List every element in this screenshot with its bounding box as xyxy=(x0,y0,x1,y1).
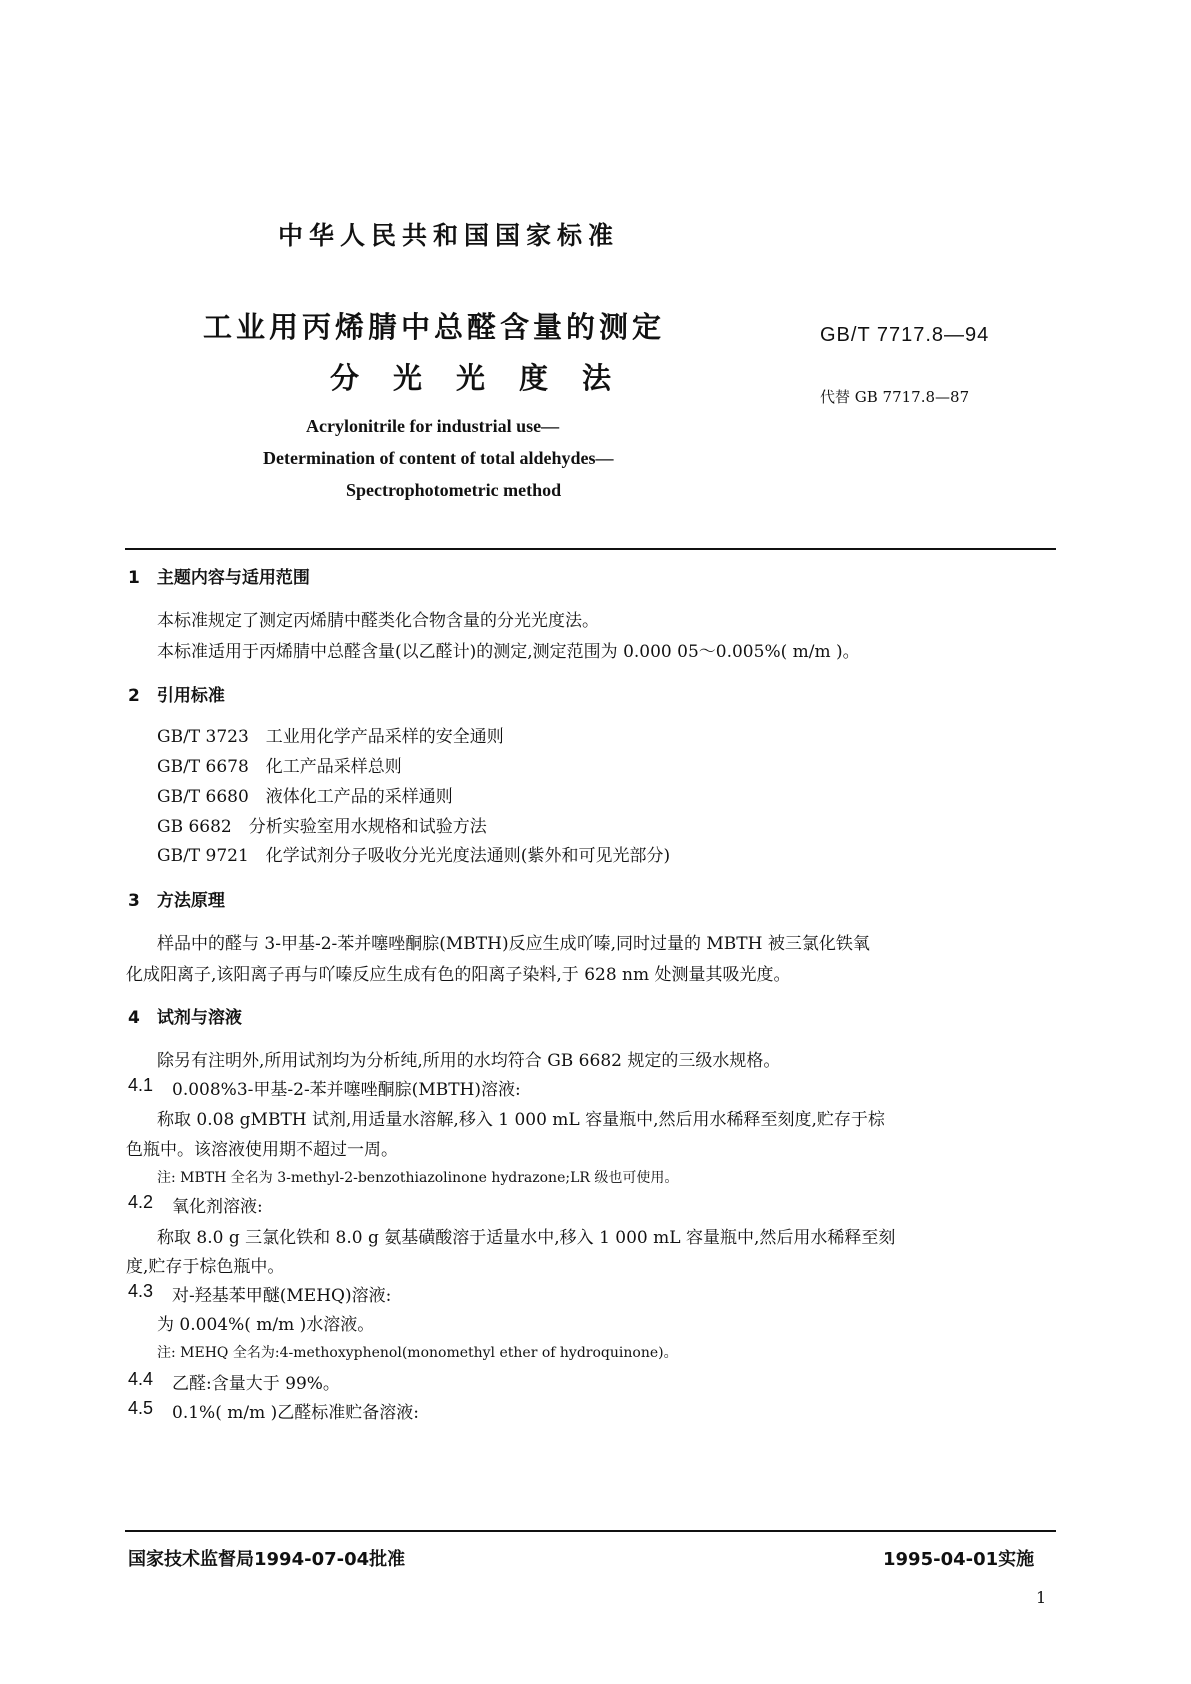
english-title-line1: Acrylonitrile for industrial use— xyxy=(306,416,560,436)
header-divider xyxy=(125,548,1056,550)
reference-item: GB 6682 分析实验室用水规格和试验方法 xyxy=(157,817,487,837)
section-1-heading: 1 主题内容与适用范围 xyxy=(128,568,310,588)
subsection-paragraph: 度,贮存于棕色瓶中。 xyxy=(126,1257,285,1277)
document-title-line1: 工业用丙烯腈中总醛含量的测定 xyxy=(203,310,666,344)
note-text: 注: MBTH 全名为 3-methyl-2-benzothiazolinone hydrazone;LR 级也可使用。 xyxy=(157,1170,679,1186)
section-3-heading: 3 方法原理 xyxy=(128,891,225,911)
section-4-intro: 除另有注明外,所用试剂均为分析纯,所用的水均符合 GB 6682 规定的三级水规格。 xyxy=(157,1051,781,1071)
page-number: 1 xyxy=(1036,1588,1047,1607)
subsection-title: 对-羟基苯甲醚(MEHQ)溶液: xyxy=(172,1286,392,1306)
section-4-heading: 4 试剂与溶液 xyxy=(128,1008,242,1028)
subsection-number: 4.4 xyxy=(128,1369,154,1389)
footer-divider xyxy=(125,1530,1056,1532)
subsection-title: 0.1%( m/m )乙醛标准贮备溶液: xyxy=(172,1403,419,1423)
reference-item: GB/T 9721 化学试剂分子吸收分光光度法通则(紫外和可见光部分) xyxy=(157,846,671,866)
subsection-number: 4.2 xyxy=(128,1192,154,1212)
effective-date: 1995-04-01实施 xyxy=(883,1549,1035,1570)
subsection-title: 乙醛:含量大于 99%。 xyxy=(172,1374,340,1394)
english-title-line2: Determination of content of total aldehydes— xyxy=(263,448,614,468)
reference-item: GB/T 6678 化工产品采样总则 xyxy=(157,757,402,777)
approval-statement: 国家技术监督局1994-07-04批准 xyxy=(128,1549,406,1570)
subsection-paragraph: 色瓶中。该溶液使用期不超过一周。 xyxy=(126,1140,398,1160)
section-1-paragraph: 本标准适用于丙烯腈中总醛含量(以乙醛计)的测定,测定范围为 0.000 05～0.005%( m/m )。 xyxy=(157,642,860,662)
reference-item: GB/T 3723 工业用化学产品采样的安全通则 xyxy=(157,727,504,747)
section-3-paragraph: 化成阳离子,该阳离子再与吖嗪反应生成有色的阳离子染料,于 628 nm 处测量其吸光度。 xyxy=(126,965,791,985)
replaces-standard: 代替 GB 7717.8—87 xyxy=(820,388,970,406)
subsection-paragraph: 为 0.004%( m/m )水溶液。 xyxy=(157,1315,375,1335)
section-2-heading: 2 引用标准 xyxy=(128,686,225,706)
english-title-line3: Spectrophotometric method xyxy=(346,480,562,500)
subsection-title: 0.008%3-甲基-2-苯并噻唑酮腙(MBTH)溶液: xyxy=(172,1080,521,1100)
subsection-title: 氧化剂溶液: xyxy=(172,1197,263,1217)
section-3-paragraph: 样品中的醛与 3-甲基-2-苯并噻唑酮腙(MBTH)反应生成吖嗪,同时过量的 MBTH 被三氯化铁氧 xyxy=(157,934,870,954)
note-text: 注: MEHQ 全名为:4-methoxyphenol(monomethyl ether of hydroquinone)。 xyxy=(157,1345,678,1361)
subsection-paragraph: 称取 0.08 gMBTH 试剂,用适量水溶解,移入 1 000 mL 容量瓶中,然后用水稀释至刻度,贮存于棕 xyxy=(157,1110,885,1130)
subsection-number: 4.1 xyxy=(128,1075,154,1095)
standard-type-heading: 中华人民共和国国家标准 xyxy=(278,221,620,250)
standard-number: GB/T 7717.8—94 xyxy=(820,324,990,346)
reference-item: GB/T 6680 液体化工产品的采样通则 xyxy=(157,787,453,807)
section-1-paragraph: 本标准规定了测定丙烯腈中醛类化合物含量的分光光度法。 xyxy=(157,611,599,631)
subsection-number: 4.5 xyxy=(128,1398,154,1418)
document-title-line2: 分光光度法 xyxy=(330,361,646,395)
subsection-paragraph: 称取 8.0 g 三氯化铁和 8.0 g 氨基磺酸溶于适量水中,移入 1 000 mL 容量瓶中,然后用水稀释至刻 xyxy=(157,1228,896,1248)
subsection-number: 4.3 xyxy=(128,1281,154,1301)
